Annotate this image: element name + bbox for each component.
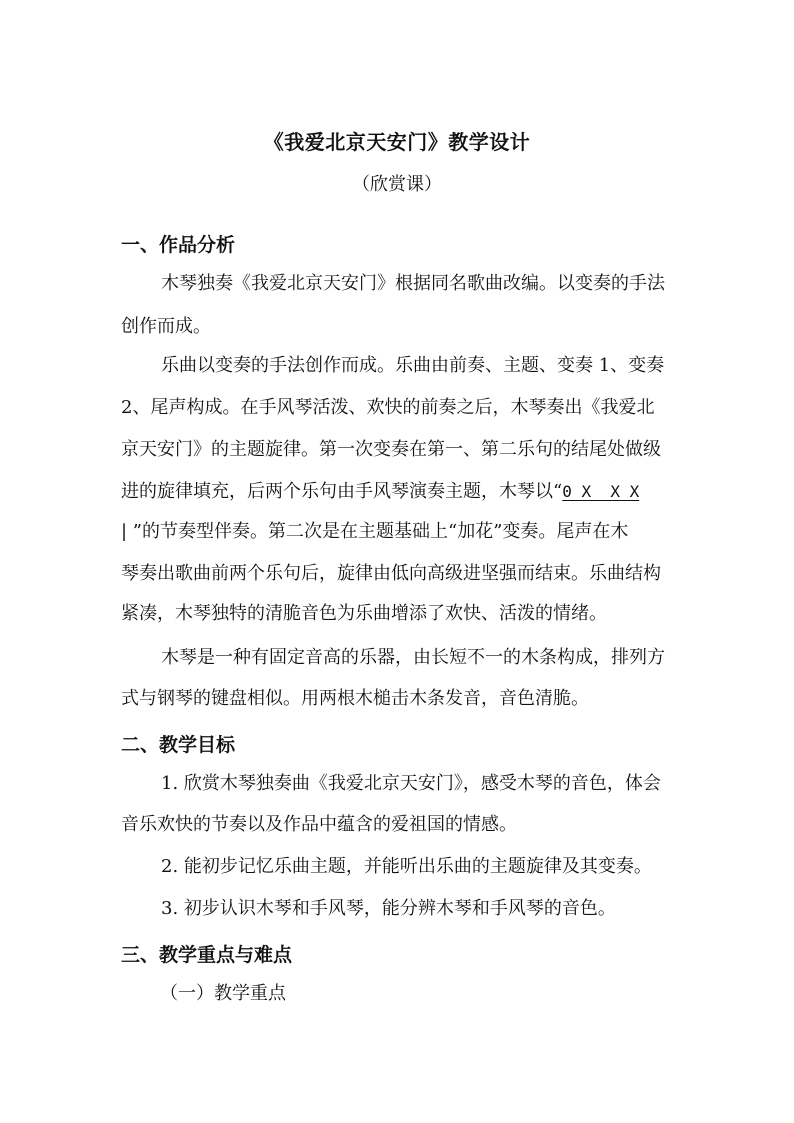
goal-item: 3. 初步认识木琴和手风琴，能分辨木琴和手风琴的音色。 xyxy=(161,898,616,919)
document-subtitle: （欣赏课） xyxy=(352,174,442,195)
paragraph-line: 木琴是一种有固定音高的乐器，由长短不一的木条构成，排列方 xyxy=(161,647,665,668)
paragraph-line: 琴奏出歌曲前两个乐句后，旋律由低向高级进坚强而结束。乐曲结构 xyxy=(121,563,661,584)
section-heading-goals: 二、教学目标 xyxy=(121,734,236,756)
section-heading-focus: 三、教学重点与难点 xyxy=(121,944,293,966)
rhythm-notation: 0 X X X xyxy=(562,482,640,501)
paragraph-line: 创作而成。 xyxy=(121,316,211,337)
paragraph-line: 乐曲以变奏的手法创作而成。乐曲由前奏、主题、变奏 1、变奏 xyxy=(161,355,665,376)
paragraph-line: 京天安门》的主题旋律。第一次变奏在第一、第二乐句的结尾处做级 xyxy=(121,439,661,460)
paragraph-line: 紧凑，木琴独特的清脆音色为乐曲增添了欢快、活泼的情绪。 xyxy=(121,603,607,624)
paragraph-line: 木琴独奏《我爱北京天安门》根据同名歌曲改编。以变奏的手法 xyxy=(161,273,665,294)
paragraph-line: 式与钢琴的键盘相似。用两根木槌击木条发音，音色清脆。 xyxy=(121,688,589,709)
section-heading-analysis: 一、作品分析 xyxy=(121,234,236,256)
paragraph-line: 2、尾声构成。在手风琴活泼、欢快的前奏之后，木琴奏出《我爱北 xyxy=(121,397,655,418)
paragraph-text: 进的旋律填充，后两个乐句由手风琴演奏主题，木琴以“ xyxy=(121,481,563,502)
subsection-heading: （一）教学重点 xyxy=(160,983,286,1004)
goal-item-continued: 音乐欢快的节奏以及作品中蕴含的爱祖国的情感。 xyxy=(121,814,517,835)
paragraph-line: | ”的节奏型伴奏。第二次是在主题基础上“加花”变奏。尾声在木 xyxy=(121,521,629,542)
goal-item: 1. 欣赏木琴独奏曲《我爱北京天安门》，感受木琴的音色，体会 xyxy=(161,773,661,794)
paragraph-line xyxy=(121,480,639,504)
goal-item: 2. 能初步记忆乐曲主题，并能听出乐曲的主题旋律及其变奏。 xyxy=(161,856,652,877)
document-title: 《我爱北京天安门》教学设计 xyxy=(263,130,531,154)
